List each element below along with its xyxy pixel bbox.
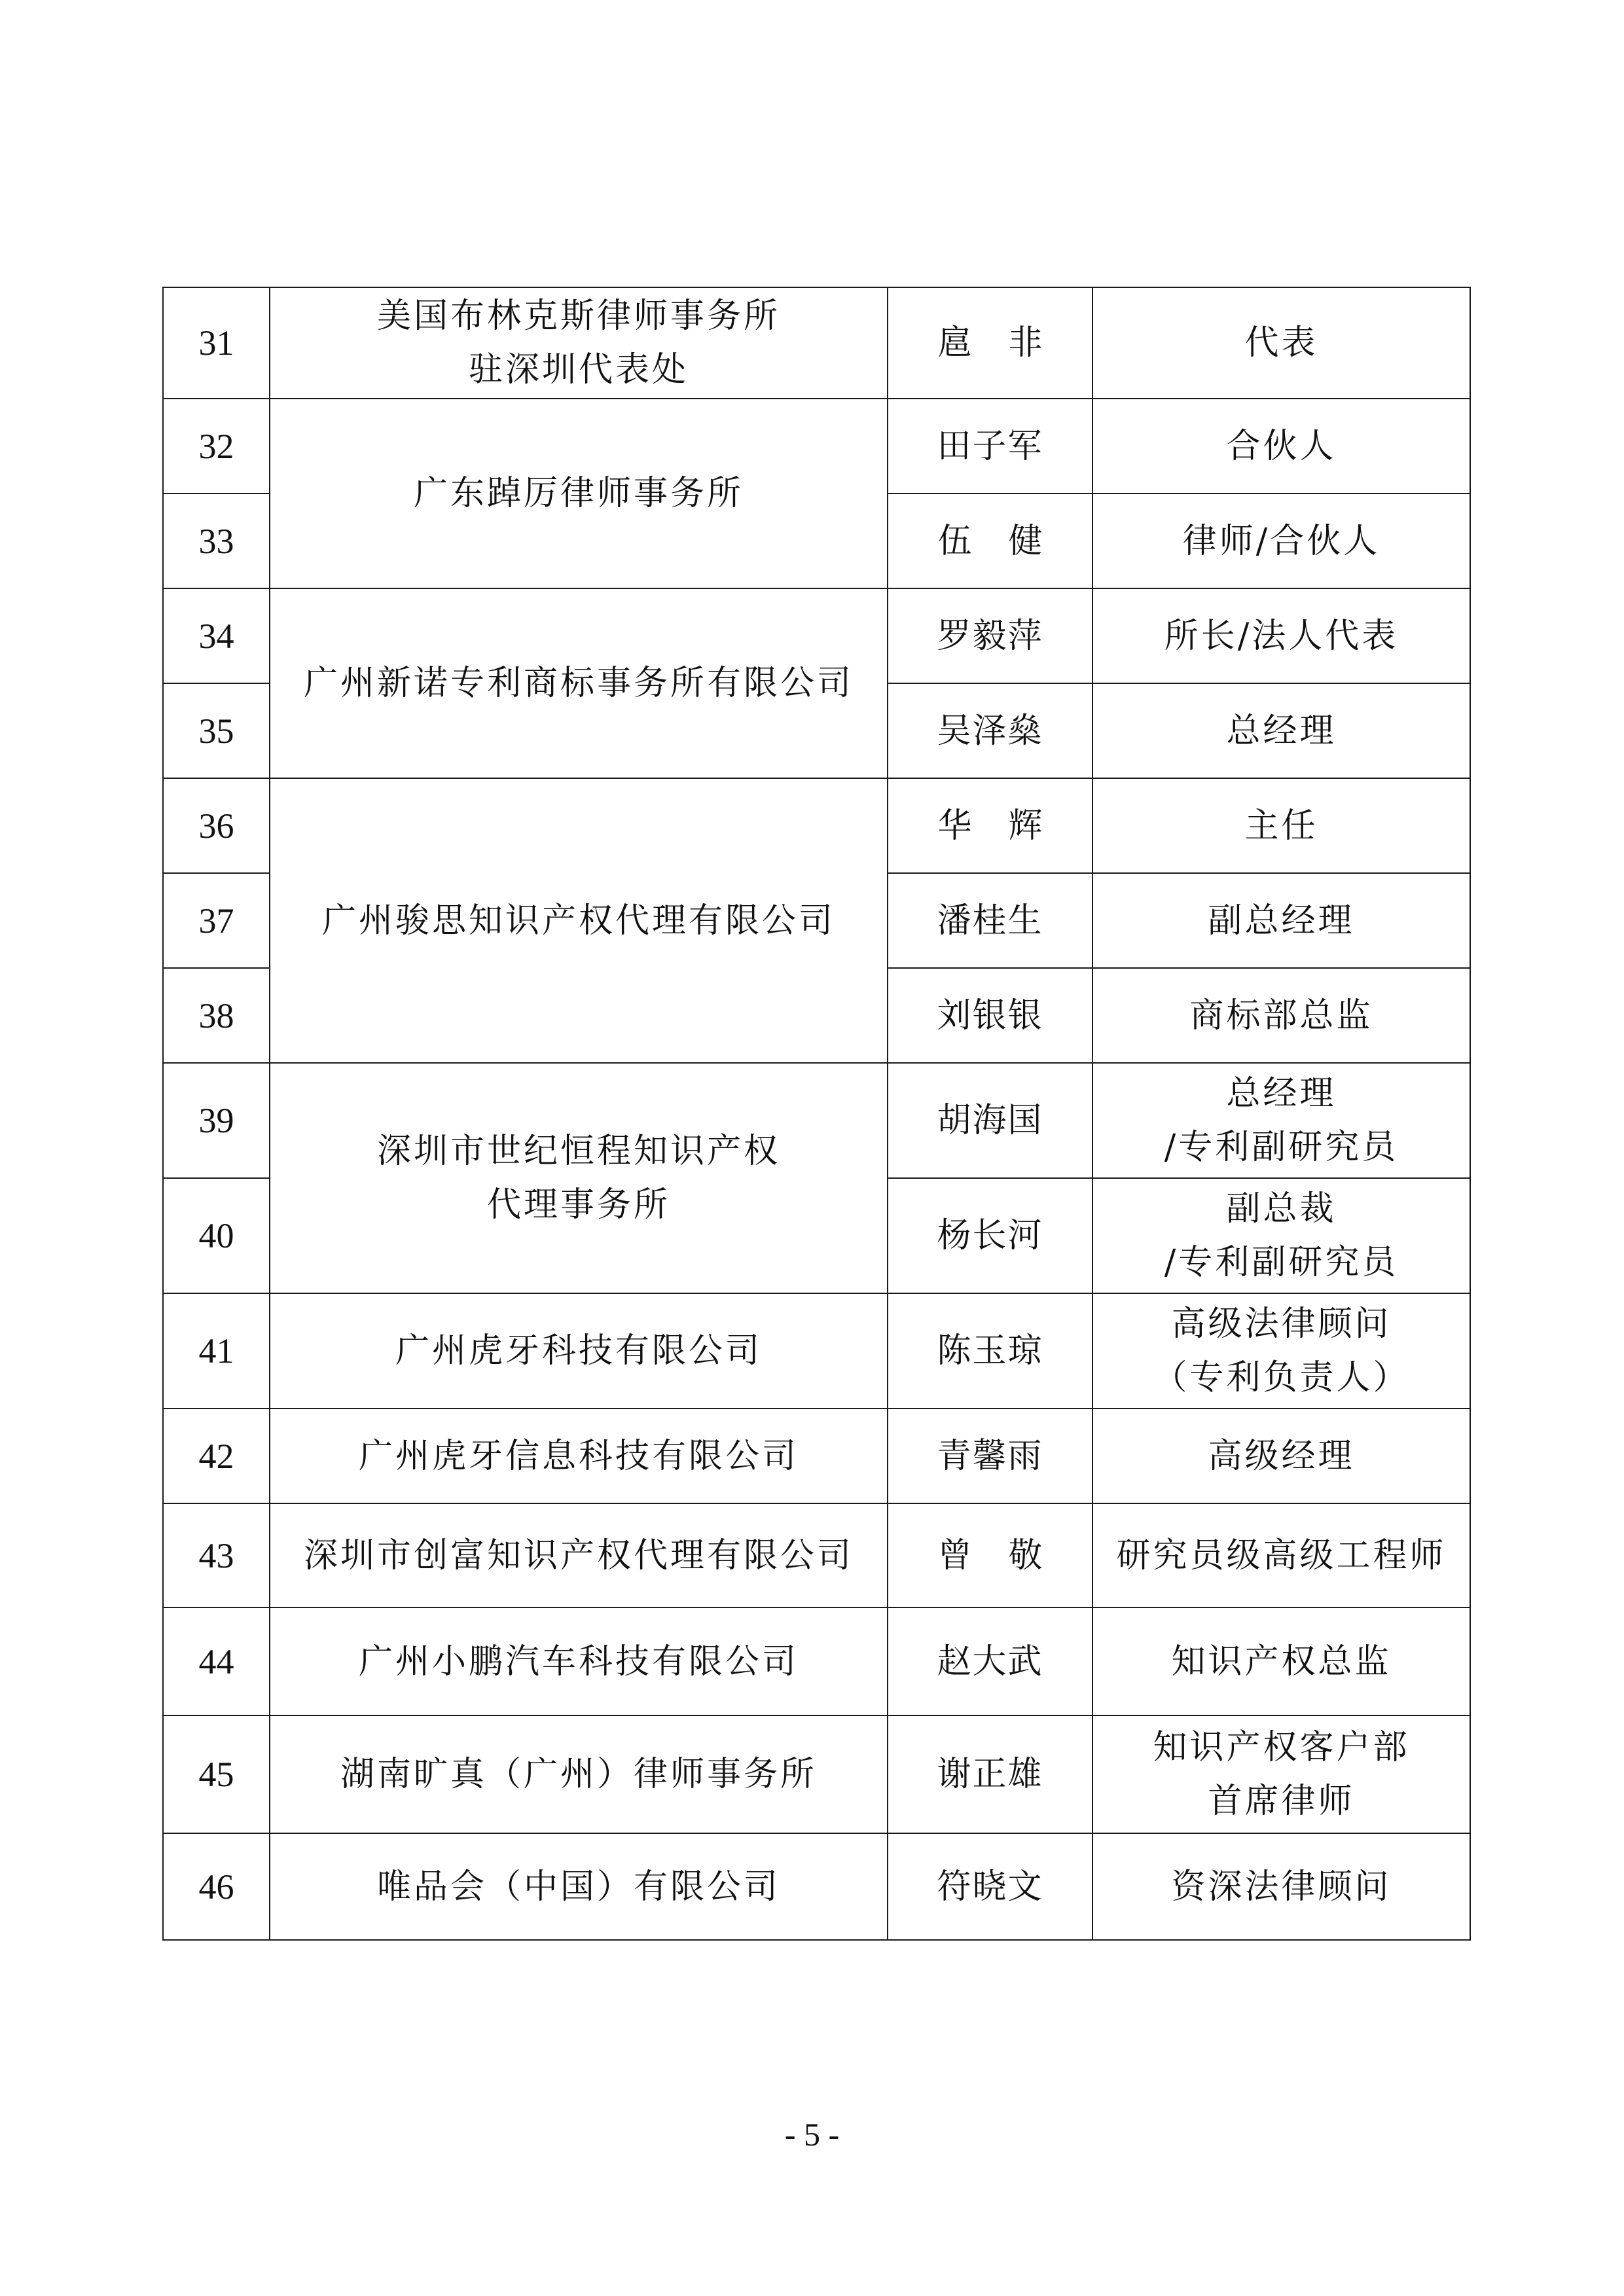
organization-line: 广州骏思知识产权代理有限公司 [321, 901, 835, 941]
person-name: 华辉 [888, 778, 1092, 873]
position-line: 商标部总监 [1189, 996, 1373, 1035]
person-name: 赵大武 [888, 1607, 1092, 1715]
position-cell [1092, 968, 1470, 1063]
position-cell [1092, 287, 1470, 399]
organization-line: 广州虎牙信息科技有限公司 [358, 1436, 799, 1476]
organization-line: 驻深圳代表处 [468, 350, 689, 389]
organization-cell [270, 1293, 888, 1408]
organization-line: 唯品会（中国）有限公司 [376, 1867, 780, 1907]
row-number: 42 [163, 1408, 270, 1503]
position-cell [1092, 1408, 1470, 1503]
row-number: 38 [163, 968, 270, 1063]
position-line: /专利副研究员 [1164, 1243, 1399, 1282]
person-name: 潘桂生 [888, 873, 1092, 968]
organization-cell [270, 1833, 888, 1940]
position-cell [1092, 683, 1470, 778]
table-row [163, 399, 1470, 493]
position-cell [1092, 1503, 1470, 1607]
position-cell [1092, 1833, 1470, 1940]
organization-line: 广州小鹏汽车科技有限公司 [358, 1641, 799, 1681]
person-name: 田子军 [888, 399, 1092, 493]
row-number: 44 [163, 1607, 270, 1715]
organization-cell [270, 1408, 888, 1503]
person-name: 谢正雄 [888, 1715, 1092, 1833]
organization-line: 广州新诺专利商标事务所有限公司 [303, 664, 854, 703]
organization-cell [270, 1715, 888, 1833]
table-row [163, 588, 1470, 683]
person-name: 符晓文 [888, 1833, 1092, 1940]
position-line: 主任 [1244, 806, 1318, 846]
position-cell [1092, 1178, 1470, 1293]
row-number: 34 [163, 588, 270, 683]
row-number: 43 [163, 1503, 270, 1607]
table-row [163, 1503, 1470, 1607]
organization-cell [270, 1503, 888, 1607]
position-cell [1092, 1293, 1470, 1408]
organization-line: 广州虎牙科技有限公司 [395, 1331, 762, 1371]
position-cell [1092, 1063, 1470, 1178]
person-name: 陈玉琼 [888, 1293, 1092, 1408]
row-number: 31 [163, 287, 270, 399]
organization-cell [270, 588, 888, 778]
row-number: 45 [163, 1715, 270, 1833]
organization-line: 代理事务所 [486, 1185, 670, 1225]
table-row [163, 1293, 1470, 1408]
personnel-table [162, 287, 1471, 1941]
table-row [163, 1833, 1470, 1940]
person-name: 罗毅萍 [888, 588, 1092, 683]
position-cell [1092, 873, 1470, 968]
row-number: 39 [163, 1063, 270, 1178]
row-number: 40 [163, 1178, 270, 1293]
position-line: 高级经理 [1208, 1436, 1355, 1476]
organization-cell [270, 399, 888, 588]
position-cell [1092, 399, 1470, 493]
table-row [163, 1715, 1470, 1833]
table-row [163, 1063, 1470, 1178]
table-row [163, 778, 1470, 873]
position-line: 律师/合伙人 [1182, 521, 1380, 561]
row-number: 32 [163, 399, 270, 493]
position-line: 总经理 [1226, 1074, 1337, 1113]
table-row [163, 1408, 1470, 1503]
organization-line: 深圳市世纪恒程知识产权 [376, 1132, 780, 1171]
organization-line: 广东踔厉律师事务所 [413, 474, 744, 513]
table-row [163, 287, 1470, 399]
row-number: 41 [163, 1293, 270, 1408]
position-line: （专利负责人） [1153, 1358, 1410, 1397]
organization-line: 湖南旷真（广州）律师事务所 [340, 1755, 817, 1794]
position-cell [1092, 1607, 1470, 1715]
position-line: 资深法律顾问 [1171, 1867, 1392, 1907]
table-row [163, 1607, 1470, 1715]
person-name: 伍健 [888, 493, 1092, 588]
position-line: /专利副研究员 [1164, 1128, 1399, 1167]
position-cell [1092, 1715, 1470, 1833]
position-line: 副总裁 [1226, 1189, 1337, 1229]
person-name: 扈非 [888, 287, 1092, 399]
position-cell [1092, 588, 1470, 683]
person-name: 胡海国 [888, 1063, 1092, 1178]
position-line: 合伙人 [1226, 426, 1337, 466]
row-number: 46 [163, 1833, 270, 1940]
position-cell [1092, 493, 1470, 588]
row-number: 35 [163, 683, 270, 778]
position-line: 高级法律顾问 [1171, 1304, 1392, 1344]
organization-cell [270, 1063, 888, 1293]
row-number: 33 [163, 493, 270, 588]
row-number: 36 [163, 778, 270, 873]
position-line: 知识产权总监 [1171, 1641, 1392, 1681]
person-name: 曾敬 [888, 1503, 1092, 1607]
organization-cell [270, 287, 888, 399]
organization-line: 美国布林克斯律师事务所 [376, 296, 780, 336]
position-line: 所长/法人代表 [1164, 616, 1399, 656]
organization-cell [270, 778, 888, 1063]
position-line: 副总经理 [1208, 901, 1355, 941]
person-name: 吴泽燊 [888, 683, 1092, 778]
row-number: 37 [163, 873, 270, 968]
page-number: - 5 - [784, 2116, 840, 2153]
position-line: 首席律师 [1208, 1782, 1355, 1821]
person-name: 杨长河 [888, 1178, 1092, 1293]
organization-cell [270, 1607, 888, 1715]
position-cell [1092, 778, 1470, 873]
position-line: 代表 [1244, 323, 1318, 363]
person-name: 青馨雨 [888, 1408, 1092, 1503]
person-name: 刘银银 [888, 968, 1092, 1063]
position-line: 总经理 [1226, 711, 1337, 751]
position-line: 研究员级高级工程师 [1116, 1535, 1447, 1575]
organization-line: 深圳市创富知识产权代理有限公司 [303, 1535, 854, 1575]
position-line: 知识产权客户部 [1153, 1728, 1410, 1767]
